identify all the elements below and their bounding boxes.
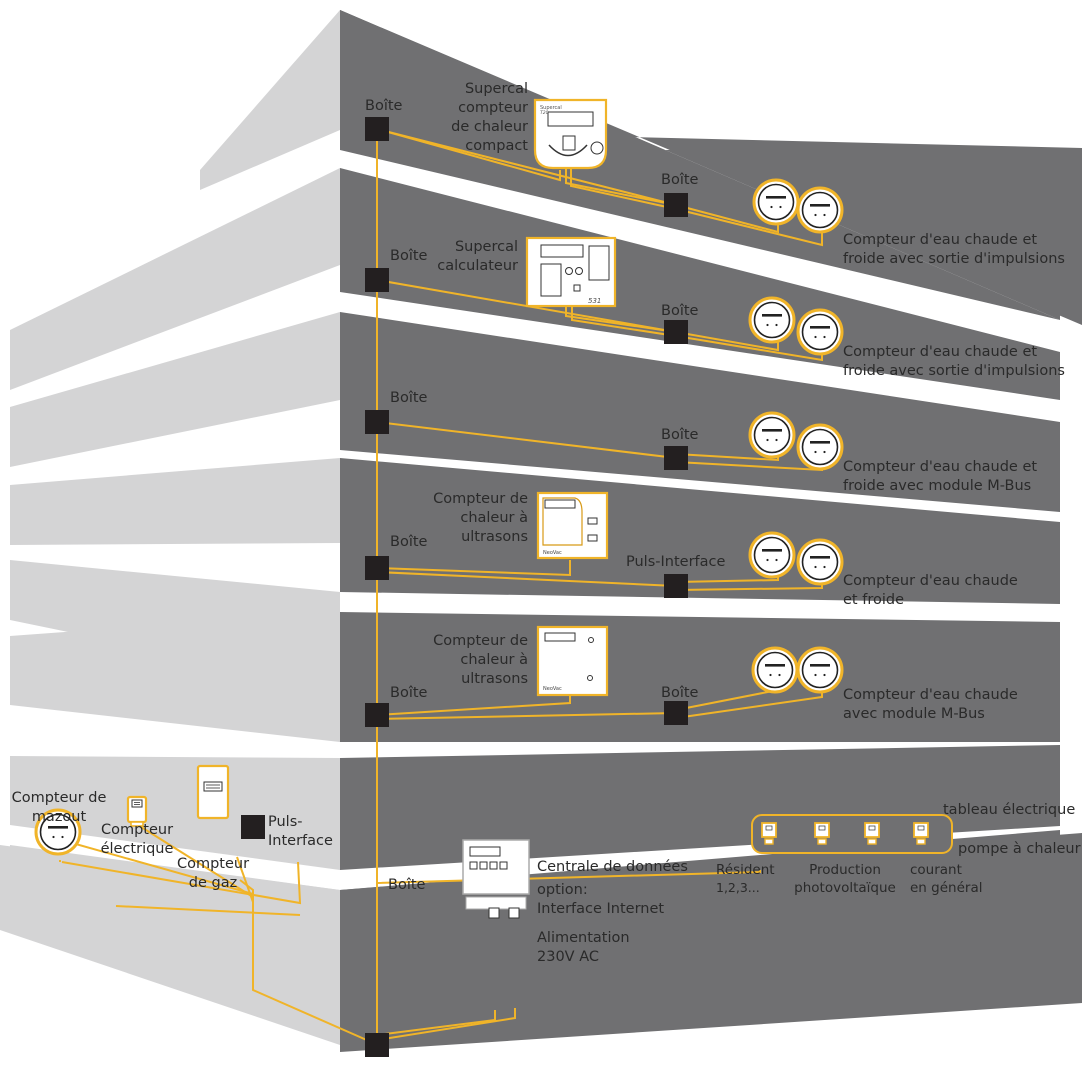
junction-box-floor3 (365, 410, 389, 434)
pv-label-line: Production (809, 862, 881, 878)
gas-meter-label-line: Compteur (176, 856, 250, 872)
electric-meter-label-line: électrique (100, 841, 174, 857)
device-label-line: compteur (458, 100, 528, 116)
energy-meter-display (869, 826, 875, 830)
meter-label-floor1 (843, 231, 1065, 269)
device-label-line: chaleur à (460, 510, 528, 526)
energy-meter-display (766, 826, 772, 830)
energy-meter-display (819, 826, 825, 830)
meter-label-line: froide avec sortie d'impulsions (843, 251, 1065, 267)
power-label (537, 929, 630, 967)
device-label-line: Compteur de (433, 491, 528, 507)
electric-meter-label-line: Compteur (100, 822, 174, 838)
power-label-line: 230V AC (537, 949, 599, 965)
option-label-line: option: (537, 882, 588, 898)
box-label-floor4: Boîte (390, 534, 428, 550)
box-label-floor3: Boîte (390, 390, 428, 406)
meter-label-line: Compteur d'eau chaude et (843, 344, 1038, 360)
water-meter-icon (798, 648, 842, 692)
junction-box-floor2 (365, 268, 389, 292)
junction-box-floor1 (365, 117, 389, 141)
water-meter-icon (750, 533, 794, 577)
device-label-line: Supercal (454, 239, 518, 255)
led-icon (589, 638, 594, 643)
gas-display (204, 782, 222, 791)
device-label-floor5 (420, 632, 528, 689)
side-wall-1 (200, 10, 340, 190)
option-label-line: Interface Internet (537, 901, 665, 917)
electric-meter-label (82, 821, 192, 859)
device-label-floor1 (440, 80, 528, 156)
device-label-line: ultrasons (461, 671, 528, 687)
connector-icon (489, 908, 499, 918)
connector-icon (509, 908, 519, 918)
inner-box-floor5 (664, 701, 688, 725)
side-wall-4 (10, 458, 340, 545)
brand-text: Supercal (540, 105, 562, 111)
puls-label-line: Interface (268, 833, 333, 849)
resident-label-line: 1,2,3... (716, 880, 760, 895)
general-current-label (910, 861, 982, 897)
button-icon (563, 136, 575, 150)
water-meter-icon (798, 310, 842, 354)
model-text: T20 (540, 111, 549, 116)
resident-label-line: Résident (716, 862, 775, 878)
box-label-floor1: Boîte (365, 98, 403, 114)
oil-meter-label-line: mazout (31, 809, 87, 825)
device-label-line: de chaleur (451, 119, 528, 135)
button-icon (500, 862, 507, 869)
meter-label-line: froide avec sortie d'impulsions (843, 363, 1065, 379)
side-wall-6 (10, 612, 340, 742)
connector-strip (466, 897, 526, 909)
energy-meter-display (918, 826, 924, 830)
option-label (537, 881, 664, 919)
junction-box-floor5 (365, 703, 389, 727)
water-meter-icon (750, 413, 794, 457)
panel (541, 264, 561, 296)
energy-meter-base (917, 839, 925, 844)
led-icon (576, 268, 583, 275)
basement-puls-interface-label (268, 813, 333, 851)
inner-box-label-floor1: Boîte (661, 172, 699, 188)
energy-meter-base (765, 839, 773, 844)
gas-meter-label-line: de gaz (188, 875, 238, 891)
inner-box-label-floor3: Boîte (661, 427, 699, 443)
general-current-label-line: en général (910, 880, 983, 896)
box-label-floor5: Boîte (390, 685, 428, 701)
meter-label-line: Compteur d'eau chaude et (843, 232, 1038, 248)
button-icon (588, 518, 597, 524)
meter-label-line: et froide (843, 592, 904, 608)
meter-label-floor3 (843, 458, 1037, 496)
display (545, 633, 575, 641)
inner-box-floor1 (664, 193, 688, 217)
inner-box-floor3 (664, 446, 688, 470)
water-meter-icon (798, 188, 842, 232)
inner-box-label-floor5: Boîte (661, 685, 699, 701)
water-meter-icon (753, 648, 797, 692)
meter-label-floor5 (843, 686, 1018, 724)
device-label-floor2 (430, 238, 518, 276)
led-icon (588, 676, 593, 681)
oil-meter-label-line: Compteur de (11, 790, 107, 806)
model-text: 531 (588, 297, 602, 305)
meter-label-line: froide avec module M-Bus (843, 478, 1032, 494)
brand-text: NeoVac (543, 686, 562, 692)
puls-interface-label-floor4: Puls-Interface (626, 554, 726, 570)
device-label-line: chaleur à (460, 652, 528, 668)
inner-box-label-floor2: Boîte (661, 303, 699, 319)
led-icon (566, 268, 573, 275)
meter-label-floor4 (843, 572, 1018, 610)
puls-interface-box-basement (241, 815, 265, 839)
resident-label (716, 861, 775, 896)
device-label-line: Compteur de (433, 633, 528, 649)
junction-box-basement (365, 1033, 389, 1057)
button-icon (490, 862, 497, 869)
puls-interface-box-floor4 (664, 574, 688, 598)
meter-label-line: avec module M-Bus (843, 706, 985, 722)
button-icon (470, 862, 477, 869)
electrical-panel-label: tableau électrique (943, 802, 1076, 818)
water-meter-icon (754, 180, 798, 224)
meter-label-floor2 (843, 343, 1065, 381)
brand-text: NeoVac (543, 550, 562, 556)
water-meter-icon (750, 298, 794, 342)
knob-icon (591, 142, 603, 154)
energy-meter-base (868, 839, 876, 844)
inner-box-floor2 (664, 320, 688, 344)
device-label-floor4 (420, 490, 528, 547)
junction-box-floor4 (365, 556, 389, 580)
energy-meter-base (818, 839, 826, 844)
box-label-floor2: Boîte (390, 248, 428, 264)
device-label-line: Supercal (464, 81, 528, 97)
power-label-line: Alimentation (537, 930, 630, 946)
button-icon (574, 285, 580, 291)
device-label-line: calculateur (437, 258, 518, 274)
button-icon (588, 535, 597, 541)
water-meter-icon (798, 540, 842, 584)
data-central-label: Centrale de données (537, 859, 688, 875)
heat-pump-label: pompe à chaleur (958, 841, 1081, 857)
meter-label-line: Compteur d'eau chaude (843, 573, 1018, 589)
pv-label-line: photovoltaïque (794, 880, 896, 896)
basement-box-label: Boîte (388, 877, 426, 893)
meter-label-line: Compteur d'eau chaude (843, 687, 1018, 703)
button-icon (480, 862, 487, 869)
general-current-label-line: courant (910, 862, 962, 878)
gas-meter-label (158, 855, 268, 893)
puls-label-line: Puls- (268, 814, 303, 830)
pv-production-label (780, 861, 910, 897)
display (541, 245, 583, 257)
panel (589, 246, 609, 280)
gas-meter-icon (198, 766, 228, 818)
meter-label-line: Compteur d'eau chaude et (843, 459, 1038, 475)
display (470, 847, 500, 856)
device-label-line: ultrasons (461, 529, 528, 545)
display (548, 112, 593, 126)
water-meter-icon (798, 425, 842, 469)
device-label-line: compact (465, 138, 528, 154)
display (545, 500, 575, 508)
